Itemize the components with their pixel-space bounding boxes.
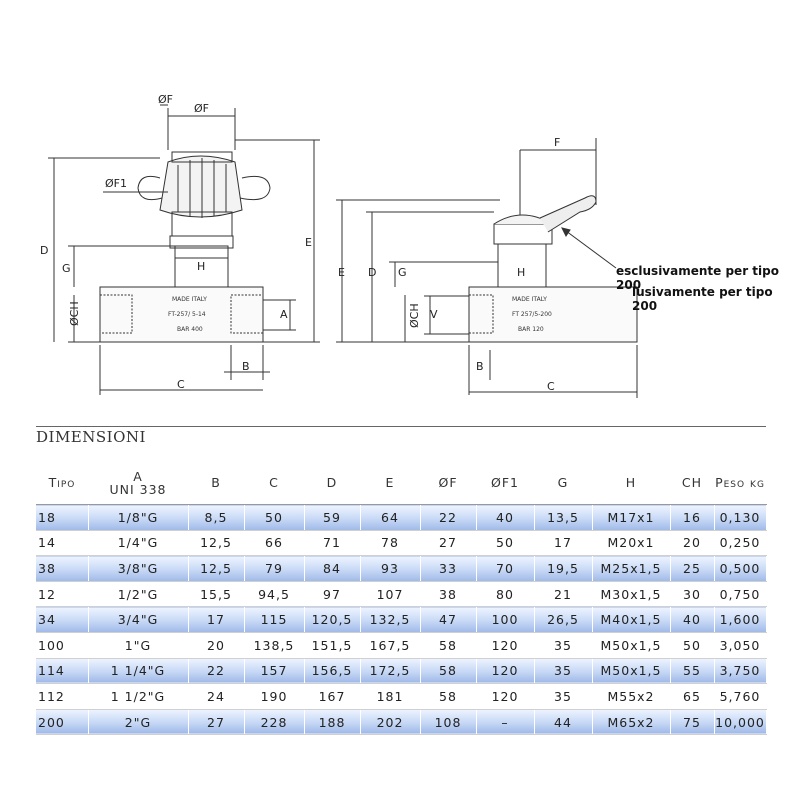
table-cell: 100 [476,607,534,633]
table-cell: 202 [360,709,420,735]
right-valve-lever [540,196,596,232]
table-cell: 26,5 [534,607,592,633]
table-cell: 228 [244,709,304,735]
table-cell: 33 [420,556,476,582]
table-cell: 3/4"G [88,607,188,633]
table-cell: 3/8"G [88,556,188,582]
table-cell: – [476,709,534,735]
column-header: A UNI 338 [88,462,188,505]
table-cell: 50 [670,632,714,658]
right-body-marking-3: BAR 120 [518,326,544,333]
table-cell: 70 [476,556,534,582]
table-cell: M20x1 [592,530,670,556]
table-cell: 38 [420,581,476,607]
table-cell: 65 [670,684,714,710]
column-header: ØF [420,462,476,505]
label-right-F: F [554,136,561,149]
table-cell: 1 1/4"G [88,658,188,684]
table-cell: M17x1 [592,505,670,531]
table-row [36,530,766,556]
table-cell: 167 [304,684,360,710]
table-cell: 24 [188,684,244,710]
table-cell: 25 [670,556,714,582]
table-cell: 3,050 [714,632,766,658]
table-cell: 16 [670,505,714,531]
table-cell: 35 [534,632,592,658]
label-right-H: H [517,266,526,279]
label-right-G: G [398,266,407,279]
column-header: E [360,462,420,505]
left-body-marking-3: BAR 400 [177,326,203,333]
table-cell: M25x1,5 [592,556,670,582]
table-cell: 20 [670,530,714,556]
table-row [36,658,766,684]
right-body-marking-1: MADE ITALY [512,296,547,303]
table-cell: 1 1/2"G [88,684,188,710]
table-body [36,505,766,735]
table-cell: 79 [244,556,304,582]
table-cell: 17 [188,607,244,633]
table-cell: 18 [36,505,88,531]
table-cell: 200 [36,709,88,735]
table-row [36,684,766,710]
table-cell: 30 [670,581,714,607]
table-cell: 84 [304,556,360,582]
table-cell: 151,5 [304,632,360,658]
table-cell: 1/4"G [88,530,188,556]
table-cell: 50 [476,530,534,556]
table-cell: 1,600 [714,607,766,633]
column-header: Peso kg [714,462,766,505]
table-cell: 120 [476,658,534,684]
label-left-oF1: ØF1 [105,177,127,190]
table-cell: 156,5 [304,658,360,684]
table-cell: 35 [534,658,592,684]
table-cell: 34 [36,607,88,633]
table-cell: 93 [360,556,420,582]
label-right-V: V [430,308,438,321]
table-cell: 1/2"G [88,581,188,607]
table-row [36,607,766,633]
table-cell: 97 [304,581,360,607]
table-cell: 1"G [88,632,188,658]
label-right-B: B [476,360,484,373]
table-cell: M50x1,5 [592,658,670,684]
table-cell: 22 [188,658,244,684]
left-body-marking-2: FT-257/ 5-14 [168,311,206,318]
label-left-C: C [177,378,185,391]
label-left-oCH: ØCH [68,301,81,326]
table-cell: 66 [244,530,304,556]
column-header: ØF1 [476,462,534,505]
table-cell: 35 [534,684,592,710]
table-row [36,505,766,531]
table-cell: M30x1,5 [592,581,670,607]
table-cell: 115 [244,607,304,633]
table-cell: 40 [476,505,534,531]
table-cell: 181 [360,684,420,710]
column-header: G [534,462,592,505]
column-header: B [188,462,244,505]
table-cell: 100 [36,632,88,658]
table-cell: 138,5 [244,632,304,658]
table-cell: 50 [244,505,304,531]
column-header: CH [670,462,714,505]
table-cell: 8,5 [188,505,244,531]
table-cell: 58 [420,632,476,658]
table-cell: 75 [670,709,714,735]
label-right-D: D [368,266,377,279]
table-cell: M40x1,5 [592,607,670,633]
table-cell: 12 [36,581,88,607]
table-cell: 17 [534,530,592,556]
table-cell: 112 [36,684,88,710]
table-cell: 132,5 [360,607,420,633]
table-cell: 38 [36,556,88,582]
table-cell: 0,250 [714,530,766,556]
table-cell: 21 [534,581,592,607]
label-right-C: C [547,380,555,393]
table-cell: 58 [420,684,476,710]
table-cell: 0,130 [714,505,766,531]
table-cell: 190 [244,684,304,710]
left-valve-knob [160,156,242,217]
label-left-oF-top: ØF [158,93,173,106]
table-cell: 20 [188,632,244,658]
table-cell: 157 [244,658,304,684]
label-left-G: G [62,262,71,275]
right-valve-body [469,287,637,342]
table-row [36,556,766,582]
table-cell: 108 [420,709,476,735]
column-header: H [592,462,670,505]
table-cell: 12,5 [188,556,244,582]
dimensions-table-wrap [36,462,766,735]
table-cell: 188 [304,709,360,735]
table-cell: 58 [420,658,476,684]
table-cell: 55 [670,658,714,684]
table-cell: 15,5 [188,581,244,607]
label-left-oF: ØF [194,102,209,115]
table-cell: 107 [360,581,420,607]
table-cell: 114 [36,658,88,684]
column-header: C [244,462,304,505]
note-exclusive-1: esclusivamente per tipo 200 [616,264,779,292]
dimensions-table [36,462,767,735]
table-cell: 0,750 [714,581,766,607]
right-body-marking-2: FT 257/5-200 [512,311,552,318]
table-cell: 27 [188,709,244,735]
table-cell: 120 [476,632,534,658]
label-left-E: E [305,236,312,249]
table-cell: 10,000 [714,709,766,735]
table-cell: 71 [304,530,360,556]
label-left-A: A [280,308,288,321]
table-cell: 1/8"G [88,505,188,531]
table-cell: 13,5 [534,505,592,531]
table-cell: 5,760 [714,684,766,710]
table-cell: 0,500 [714,556,766,582]
table-cell: 14 [36,530,88,556]
table-row [36,709,766,735]
section-title: DIMENSIONI [36,428,146,446]
table-cell: 3,750 [714,658,766,684]
table-cell: 22 [420,505,476,531]
left-body-marking-1: MADE ITALY [172,296,207,303]
title-rule [36,426,766,427]
table-cell: 2"G [88,709,188,735]
table-cell: 80 [476,581,534,607]
table-cell: M50x1,5 [592,632,670,658]
table-cell: 47 [420,607,476,633]
table-cell: 94,5 [244,581,304,607]
table-cell: 120,5 [304,607,360,633]
label-left-H: H [197,260,206,273]
label-left-B: B [242,360,250,373]
label-right-E: E [338,266,345,279]
table-row [36,581,766,607]
table-cell: M55x2 [592,684,670,710]
table-cell: 172,5 [360,658,420,684]
column-header: D [304,462,360,505]
column-header: Tipo [36,462,88,505]
table-cell: 27 [420,530,476,556]
header-row [36,462,766,505]
table-cell: 59 [304,505,360,531]
table-cell: M65x2 [592,709,670,735]
table-cell: 19,5 [534,556,592,582]
table-cell: 64 [360,505,420,531]
label-left-D: D [40,244,49,257]
table-cell: 12,5 [188,530,244,556]
table-cell: 40 [670,607,714,633]
table-row [36,632,766,658]
table-cell: 78 [360,530,420,556]
table-cell: 167,5 [360,632,420,658]
table-cell: 120 [476,684,534,710]
label-right-oCH: ØCH [408,303,421,328]
note-exclusive-2: lusivamente per tipo 200 [632,285,773,313]
table-cell: 44 [534,709,592,735]
